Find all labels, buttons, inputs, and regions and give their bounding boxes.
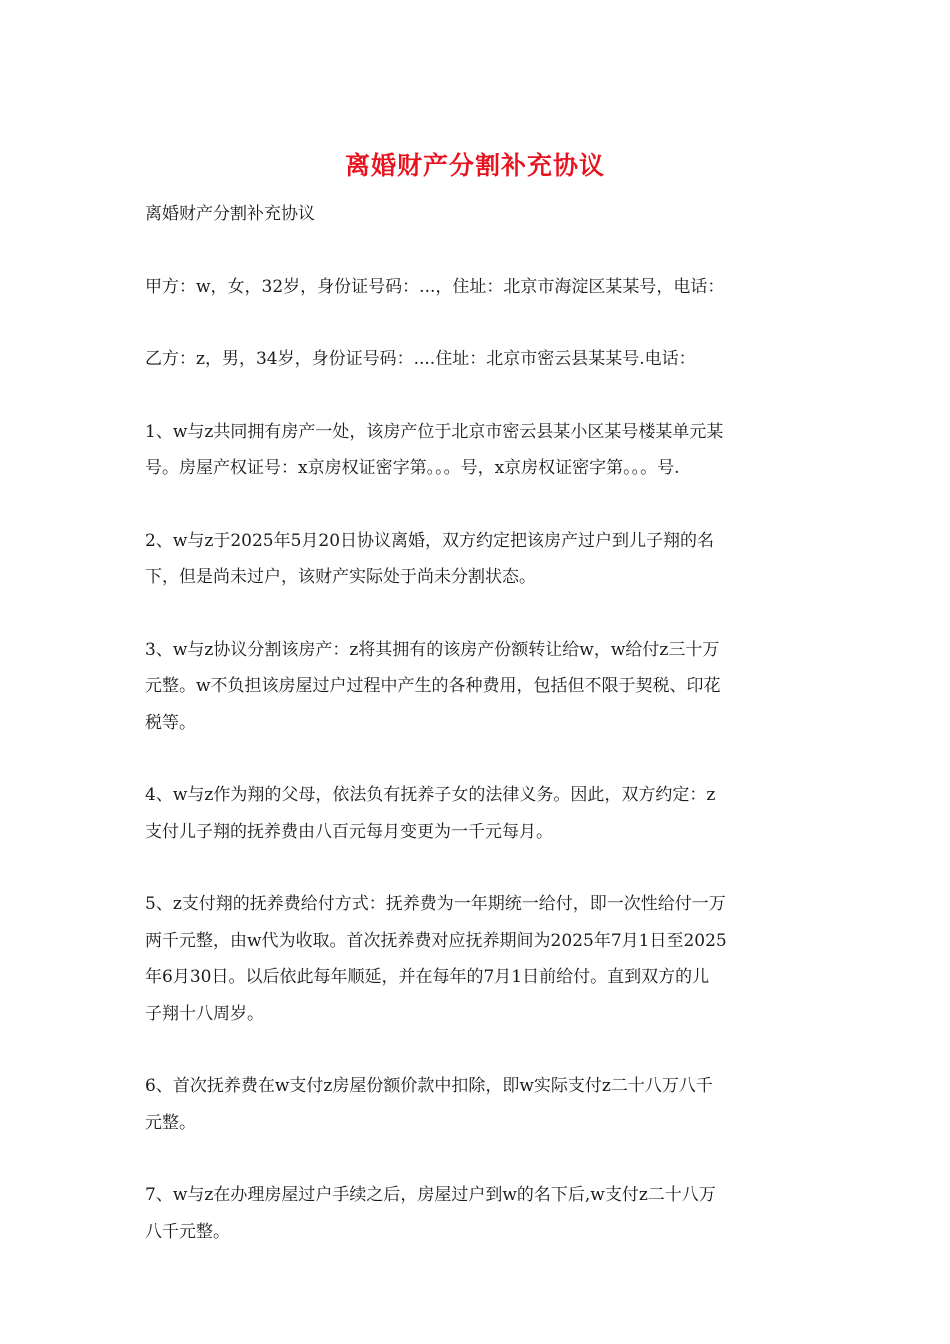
party-a-paragraph — [145, 269, 805, 306]
paragraph-line: 子翔十八周岁。 — [145, 1003, 264, 1024]
paragraph-line: 八千元整。 — [145, 1221, 230, 1242]
clause-7-paragraph — [145, 1177, 805, 1250]
paragraph-line: 6、首次抚养费在w支付z房屋份额价款中扣除，即w实际支付z二十八万八千 — [145, 1076, 713, 1096]
paragraph-line: 乙方：z，男，34岁，身份证号码：....住址：北京市密云县某某号.电话： — [145, 349, 696, 369]
document-body — [145, 196, 805, 1286]
paragraph-line: 3、w与z协议分割该房产：z将其拥有的该房产份额转让给w，w给付z三十万 — [145, 639, 720, 660]
paragraph-line: 税等。 — [145, 712, 196, 733]
paragraph-line: 元整。 — [145, 1112, 196, 1133]
paragraph-line: 1、w与z共同拥有房产一处，该房产位于北京市密云县某小区某号楼某单元某 — [145, 421, 724, 442]
paragraph-line: 年6月30日。以后依此每年顺延，并在每年的7月1日前给付。直到双方的儿 — [145, 967, 710, 987]
clause-3-paragraph — [145, 632, 805, 742]
paragraph-line: 7、w与z在办理房屋过户手续之后，房屋过户到w的名下后,w支付z二十八万 — [145, 1185, 716, 1205]
paragraph-line: 5、z支付翔的抚养费给付方式：抚养费为一年期统一给付，即一次性给付一万 — [145, 894, 726, 914]
paragraph-line: 甲方：w，女，32岁，身份证号码：...，住址：北京市海淀区某某号，电话： — [145, 276, 725, 297]
paragraph-line: 2、w与z于2025年5月20日协议离婚，双方约定把该房产过户到儿子翔的名 — [145, 530, 715, 551]
clause-1-paragraph — [145, 414, 805, 487]
clause-6-paragraph — [145, 1068, 805, 1141]
clause-5-paragraph — [145, 886, 805, 1032]
clause-2-paragraph — [145, 523, 805, 596]
paragraph-line: 离婚财产分割补充协议 — [145, 204, 315, 224]
document-title: 离婚财产分割补充协议 — [344, 151, 605, 180]
clause-4-paragraph — [145, 777, 805, 850]
subtitle-paragraph — [145, 196, 805, 233]
paragraph-line: 号。房屋产权证号：x京房权证密字第。。。号，x京房权证密字第。。。号. — [145, 458, 680, 478]
paragraph-line: 元整。w不负担该房屋过户过程中产生的各种费用，包括但不限于契税、印花 — [145, 676, 721, 696]
paragraph-line: 下，但是尚未过户，该财产实际处于尚未分割状态。 — [145, 567, 536, 587]
paragraph-line: 两千元整，由w代为收取。首次抚养费对应抚养期间为2025年7月1日至2025 — [145, 930, 727, 951]
paragraph-line: 4、w与z作为翔的父母，依法负有抚养子女的法律义务。因此，双方约定：z — [145, 785, 716, 805]
paragraph-line: 支付儿子翔的抚养费由八百元每月变更为一千元每月。 — [145, 821, 553, 842]
party-b-paragraph — [145, 341, 805, 378]
